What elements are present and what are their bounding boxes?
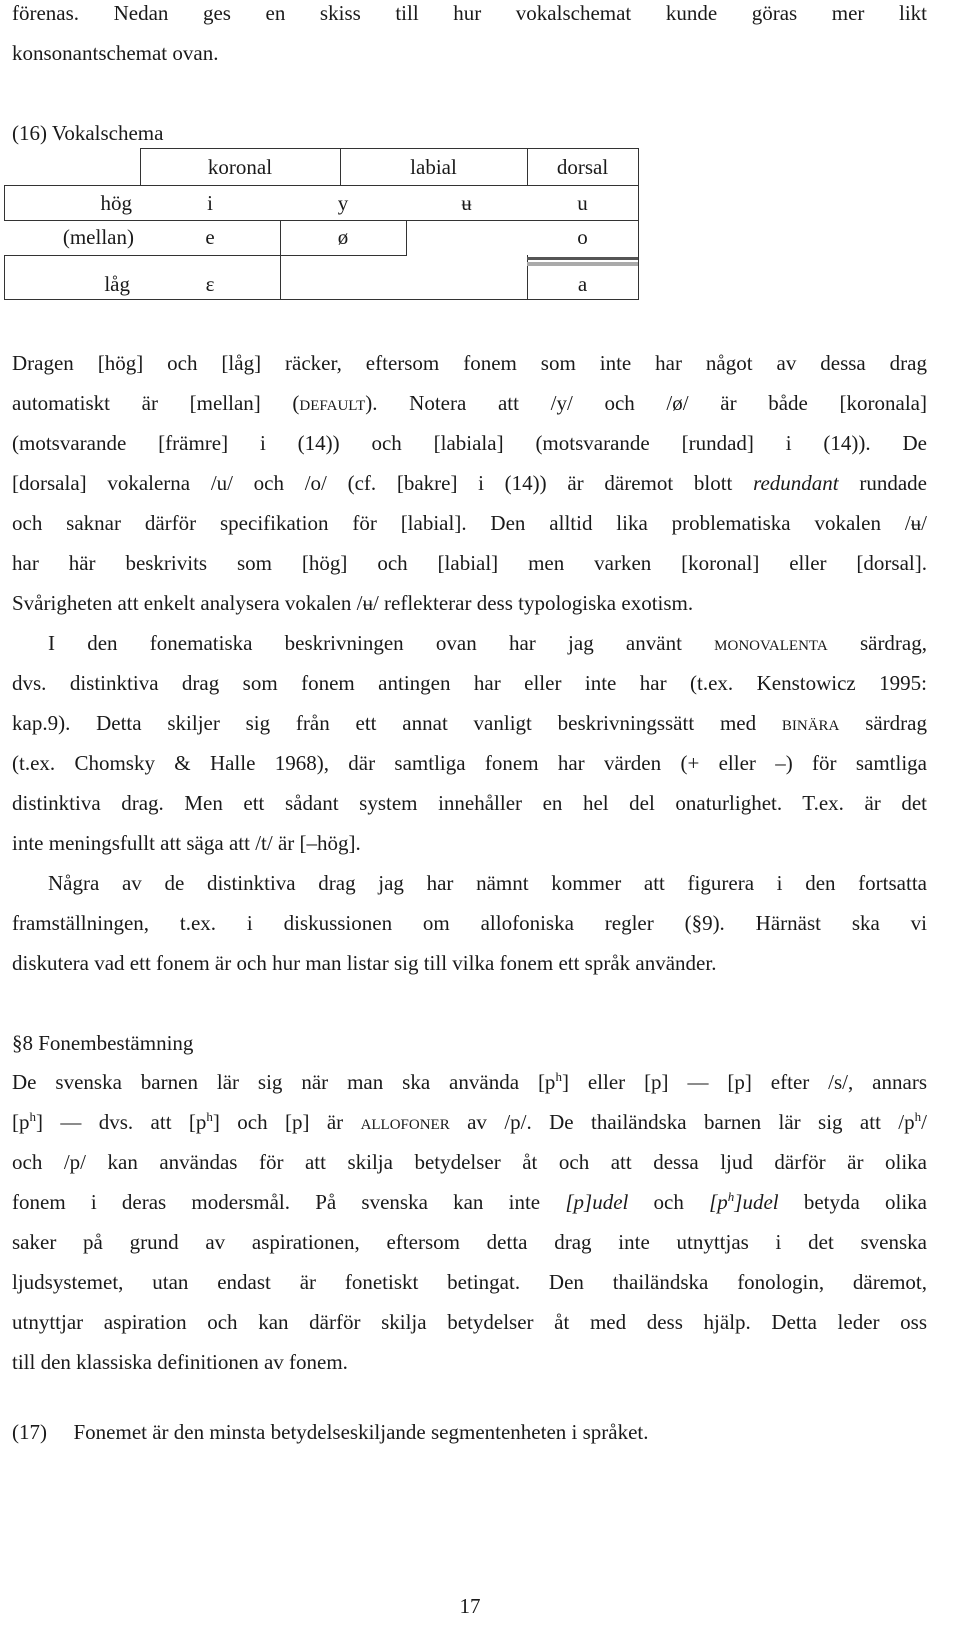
row-label-hog: hög: [100, 191, 132, 215]
vowel-cell: ʉ: [461, 191, 472, 215]
row-label-lag: låg: [104, 272, 130, 296]
definition: [12, 1418, 927, 1446]
vowel-cell: a: [577, 272, 588, 296]
example-label: (16) Vokalschema: [12, 121, 164, 145]
text-line: och saknar därför specifikation för [labial]. Den alltid lika problematiska vokalen /ʉ/: [12, 511, 927, 535]
text-line: $[p^h]$ — dvs. att $[p^h]$ och [p] är allofoner av /p/. De thailändska barnen lär sig att $/p^h/$: [12, 1109, 927, 1134]
text-line: automatiskt är [mellan] (default). Notera att /y/ och /ø/ är både [koronala]: [12, 391, 927, 415]
text-line: I den fonematiska beskrivningen ovan har jag använt monovalenta särdrag,: [48, 631, 927, 655]
vowel-cell: i: [207, 191, 213, 215]
text-line: framställningen, t.ex. i diskussionen om allofoniska regler (§9). Härnäst ska vi: [12, 911, 927, 935]
text-line: har här beskrivits som [hög] och [labial] men varken [koronal] eller [dorsal].: [12, 551, 927, 575]
text-line: fonem i deras modersmål. På svenska kan inte [p]udel och $[p^h]udel$ betyda olika: [12, 1189, 927, 1214]
text-line: Dragen [hög] och [låg] räcker, eftersom fonem som inte har något av dessa drag: [12, 351, 927, 375]
text-line: De svenska barnen lär sig när man ska använda $[p^h]$ eller [p] — [p] efter /s/, annars: [12, 1069, 927, 1094]
text-line: (t.ex. Chomsky & Halle 1968), där samtliga fonem har värden (+ eller –) för samtliga: [12, 751, 927, 775]
text-line: diskutera vad ett fonem är och hur man listar sig till vilka fonem ett språk använder.: [12, 951, 717, 975]
text-line: Svårigheten att enkelt analysera vokalen /ʉ/ reflekterar dess typologiska exotism.: [12, 591, 694, 615]
text-line: saker på grund av aspirationen, eftersom detta drag inte utnyttjas i det svenska: [12, 1230, 927, 1254]
vowel-cell: ø: [337, 225, 349, 249]
definition-number: (17): [12, 1420, 47, 1444]
vowel-cell: e: [205, 225, 215, 249]
vowel-cell: y: [337, 191, 349, 215]
text-line: dvs. distinktiva drag som fonem antingen har eller inte har (t.ex. Kenstowicz 1995:: [12, 671, 927, 695]
text-line: kap.9). Detta skiljer sig från ett annat vanligt beskrivningssätt med binära särdrag: [12, 711, 927, 735]
col-header-koronal: koronal: [207, 155, 273, 179]
text-line: konsonantschemat ovan.: [12, 41, 219, 65]
text-line: förenas. Nedan ges en skiss till hur vokalschemat kunde göras mer likt: [12, 1, 927, 25]
vowel-cell: ɛ: [205, 272, 215, 296]
text-line: [dorsala] vokalerna /u/ och /o/ (cf. [bakre] i (14)) är däremot blott redundant rundade: [12, 471, 927, 495]
vowel-cell: u: [577, 191, 588, 215]
text-line: distinktiva drag. Men ett sådant system innehåller en hel del onaturlighet. T.ex. är det: [12, 791, 927, 815]
text-line: Några av de distinktiva drag jag har nämnt kommer att figurera i den fortsatta: [48, 871, 927, 895]
text-line: (motsvarande [främre] i (14)) och [labiala] (motsvarande [rundad] i (14)). De: [12, 431, 927, 455]
vowel-cell: o: [577, 225, 588, 249]
text-line: utnyttjar aspiration och kan därför skilja betydelser åt med dess hjälp. Detta leder oss: [12, 1310, 927, 1334]
page-number: 17: [459, 1594, 481, 1618]
text-line: ljudsystemet, utan endast är fonetiskt betingat. Den thailändska fonologin, däremot,: [12, 1270, 927, 1294]
row-label-mellan: (mellan): [62, 225, 134, 249]
col-header-dorsal: dorsal: [556, 155, 609, 179]
definition-text: Fonemet är den minsta betydelseskiljande segmentenheten i språket.: [73, 1420, 649, 1444]
col-header-labial: labial: [410, 155, 457, 179]
section-heading: §8 Fonembestämning: [12, 1031, 194, 1055]
text-line: inte meningsfullt att säga att /t/ är [–hög].: [12, 831, 361, 855]
text-line: till den klassiska definitionen av fonem.: [12, 1350, 348, 1374]
text-line: och /p/ kan användas för att skilja betydelser åt och att dessa ljud därför är olika: [12, 1150, 927, 1174]
